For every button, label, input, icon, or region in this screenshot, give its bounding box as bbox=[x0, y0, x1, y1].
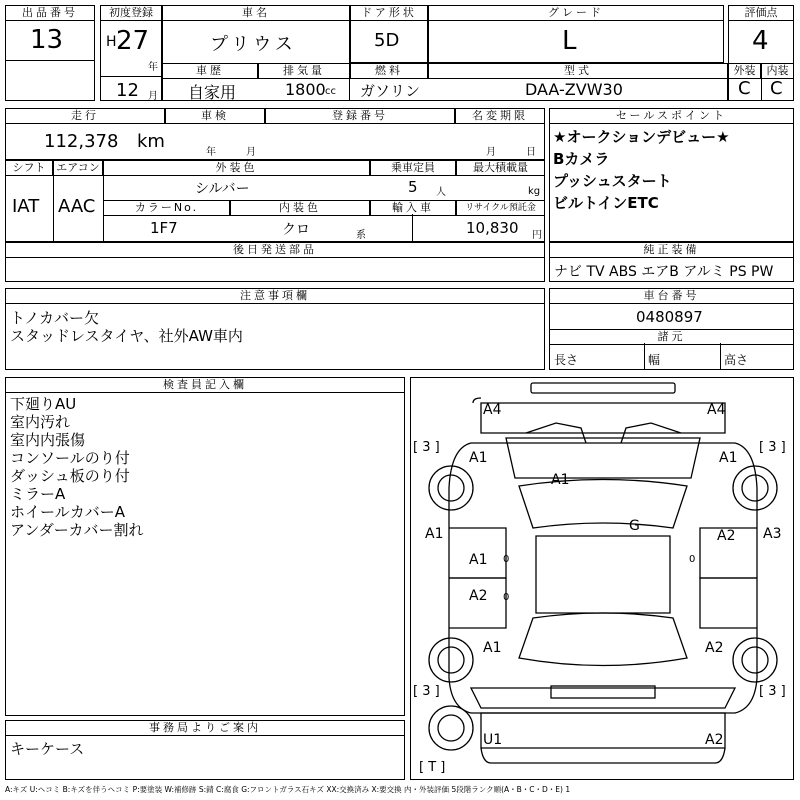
model-label: 型式 bbox=[428, 63, 728, 79]
bracket-label: [ 3 ] bbox=[759, 684, 786, 699]
mark-label: A3 bbox=[763, 526, 782, 542]
note-line: トノカバー欠 bbox=[10, 309, 99, 327]
deadline-label: 名変期限 bbox=[455, 108, 545, 124]
mark-label: A2 bbox=[469, 588, 488, 604]
displacement: 1800 bbox=[285, 80, 326, 99]
deadline-day-unit: 日 bbox=[526, 147, 536, 158]
spec-width: 幅 bbox=[648, 353, 661, 367]
sales-lines bbox=[553, 128, 730, 212]
divider bbox=[644, 343, 645, 370]
lot-label: 出品番号 bbox=[5, 5, 95, 21]
office-note: キーケース bbox=[10, 740, 85, 758]
capacity-label: 乗車定員 bbox=[370, 160, 456, 176]
divider bbox=[100, 76, 162, 77]
inspector-line: コンソールのり付 bbox=[10, 449, 130, 467]
recycle-unit: 円 bbox=[532, 230, 542, 241]
import-label: 輸入車 bbox=[370, 200, 456, 216]
lot-number: 13 bbox=[30, 25, 64, 55]
score: 4 bbox=[752, 26, 769, 56]
legend: A:キズ U:ヘコミ B:キズを伴うヘコミ P:要塗装 W:補修跡 S:錆 C:腐食 G:フロントガラス石キズ XX:交換済み X:要交換 内・外装評価 5段階ランク順(A・B・C・D・E) 1 bbox=[5, 785, 571, 794]
bracket-label: [ 3 ] bbox=[759, 440, 786, 455]
spec-label: 諸元 bbox=[549, 329, 794, 345]
chassis-number: 0480897 bbox=[636, 308, 703, 326]
bracket-label: [ T ] bbox=[419, 760, 446, 775]
car-diagram bbox=[410, 377, 794, 780]
later-parts-label: 後日発送部品 bbox=[5, 242, 545, 258]
mark-label: G bbox=[629, 518, 640, 534]
divider bbox=[412, 214, 413, 242]
inspector-line: 室内内張傷 bbox=[10, 431, 86, 449]
month-unit: 月 bbox=[148, 91, 158, 102]
int-color: クロ bbox=[282, 222, 310, 238]
deadline-month-unit: 月 bbox=[486, 147, 496, 158]
shift: IAT bbox=[12, 196, 40, 217]
model: DAA-ZVW30 bbox=[525, 80, 623, 99]
reg-year: 27 bbox=[116, 26, 150, 56]
color-no: 1F7 bbox=[150, 219, 178, 237]
mark-label: A4 bbox=[707, 402, 726, 418]
divider bbox=[53, 160, 54, 242]
chassis-label: 車台番号 bbox=[549, 288, 794, 304]
reg-number-label: 登録番号 bbox=[265, 108, 455, 124]
mark-label: A1 bbox=[469, 450, 488, 466]
body-color: シルバー bbox=[195, 181, 250, 197]
notes-label: 注意事項欄 bbox=[5, 288, 545, 304]
ext-label: 外装 bbox=[728, 63, 761, 79]
score-label: 評価点 bbox=[728, 5, 794, 21]
first-reg-label: 初度登録 bbox=[100, 5, 162, 21]
mileage-unit: km bbox=[137, 131, 165, 152]
int-label: 内装 bbox=[761, 63, 794, 79]
grade-label: グレード bbox=[428, 5, 724, 21]
car-name: プリウス bbox=[210, 34, 297, 55]
zero-mark: 0 bbox=[689, 554, 696, 565]
mark-label: A2 bbox=[705, 640, 724, 656]
mark-label: A1 bbox=[425, 526, 444, 542]
load-label: 最大積載量 bbox=[456, 160, 545, 176]
mark-label: A2 bbox=[717, 528, 736, 544]
grade: L bbox=[562, 26, 577, 56]
displacement-unit: cc bbox=[325, 86, 336, 97]
inspector-line: ホイールカバーA bbox=[10, 503, 125, 521]
mark-label: U1 bbox=[483, 732, 503, 748]
capacity: 5 bbox=[408, 178, 418, 196]
inspector-line: ミラーA bbox=[10, 485, 66, 503]
int-score: C bbox=[770, 78, 783, 99]
inspector-line: 下廻りAU bbox=[10, 395, 77, 413]
fuel-label: 燃料 bbox=[350, 63, 428, 79]
notes-lines bbox=[10, 309, 243, 345]
ac-label: エアコン bbox=[53, 160, 103, 176]
sales-line: Bカメラ bbox=[553, 150, 610, 168]
shift-label: シフト bbox=[5, 160, 53, 176]
int-color-suffix: 系 bbox=[356, 230, 366, 241]
spec-length: 長さ bbox=[554, 353, 579, 367]
door-label: ドア形状 bbox=[350, 5, 428, 21]
car-outline bbox=[411, 378, 795, 781]
history-label: 車歴 bbox=[162, 63, 258, 79]
inspector-label: 検査員記入欄 bbox=[5, 377, 405, 393]
inspector-line: ダッシュ板のり付 bbox=[10, 467, 130, 485]
mark-label: A4 bbox=[483, 402, 502, 418]
ac: AAC bbox=[58, 196, 96, 217]
era: H bbox=[106, 34, 117, 50]
capacity-unit: 人 bbox=[436, 187, 446, 198]
insp-month-unit: 月 bbox=[246, 147, 256, 158]
fuel: ガソリン bbox=[360, 82, 421, 100]
inspector-line: アンダーカバー割れ bbox=[10, 521, 144, 539]
sales-line: プッシュスタート bbox=[553, 172, 672, 190]
inspector-lines bbox=[10, 395, 144, 539]
mark-label: A2 bbox=[705, 732, 724, 748]
inspection-label: 車検 bbox=[165, 108, 265, 124]
note-line: スタッドレスタイヤ、社外AW車内 bbox=[10, 327, 243, 345]
sales-line: ビルトインETC bbox=[553, 194, 659, 212]
mark-label: A1 bbox=[469, 552, 488, 568]
displacement-label: 排気量 bbox=[258, 63, 350, 79]
bracket-label: [ 3 ] bbox=[413, 440, 440, 455]
mileage: 112,378 bbox=[44, 131, 119, 152]
recycle-label: リサイクル預託金 bbox=[456, 200, 545, 216]
name-label: 車名 bbox=[162, 5, 350, 21]
mark-label: A1 bbox=[551, 472, 570, 488]
bracket-label: [ 3 ] bbox=[413, 684, 440, 699]
office-label: 事務局よりご案内 bbox=[5, 720, 405, 736]
divider bbox=[761, 63, 762, 101]
zero-mark: 0 bbox=[503, 554, 510, 565]
mark-label: A1 bbox=[719, 450, 738, 466]
int-color-label: 内装色 bbox=[230, 200, 370, 216]
load-unit: kg bbox=[528, 186, 541, 197]
year-unit: 年 bbox=[148, 62, 158, 73]
reg-month: 12 bbox=[116, 80, 139, 101]
color-no-label: カラーNo. bbox=[103, 200, 230, 216]
ext-score: C bbox=[738, 78, 751, 99]
equipment-label: 純正装備 bbox=[549, 242, 794, 258]
spec-height: 高さ bbox=[724, 353, 749, 367]
history: 自家用 bbox=[188, 83, 237, 102]
sales-line: ★オークションデビュー★ bbox=[553, 128, 730, 146]
inspector-line: 室内汚れ bbox=[10, 413, 71, 431]
zero-mark: 0 bbox=[503, 592, 510, 603]
recycle-fee: 10,830 bbox=[466, 219, 519, 237]
divider bbox=[720, 343, 721, 370]
mark-label: A1 bbox=[483, 640, 502, 656]
insp-year-unit: 年 bbox=[206, 147, 216, 158]
mileage-label: 走行 bbox=[5, 108, 165, 124]
color-label: 外装色 bbox=[103, 160, 370, 176]
equipment: ナビ TV ABS エアB アルミ PS PW bbox=[554, 264, 774, 280]
door-type: 5D bbox=[374, 30, 400, 51]
divider bbox=[5, 60, 95, 61]
sales-label: セールスポイント bbox=[549, 108, 794, 124]
